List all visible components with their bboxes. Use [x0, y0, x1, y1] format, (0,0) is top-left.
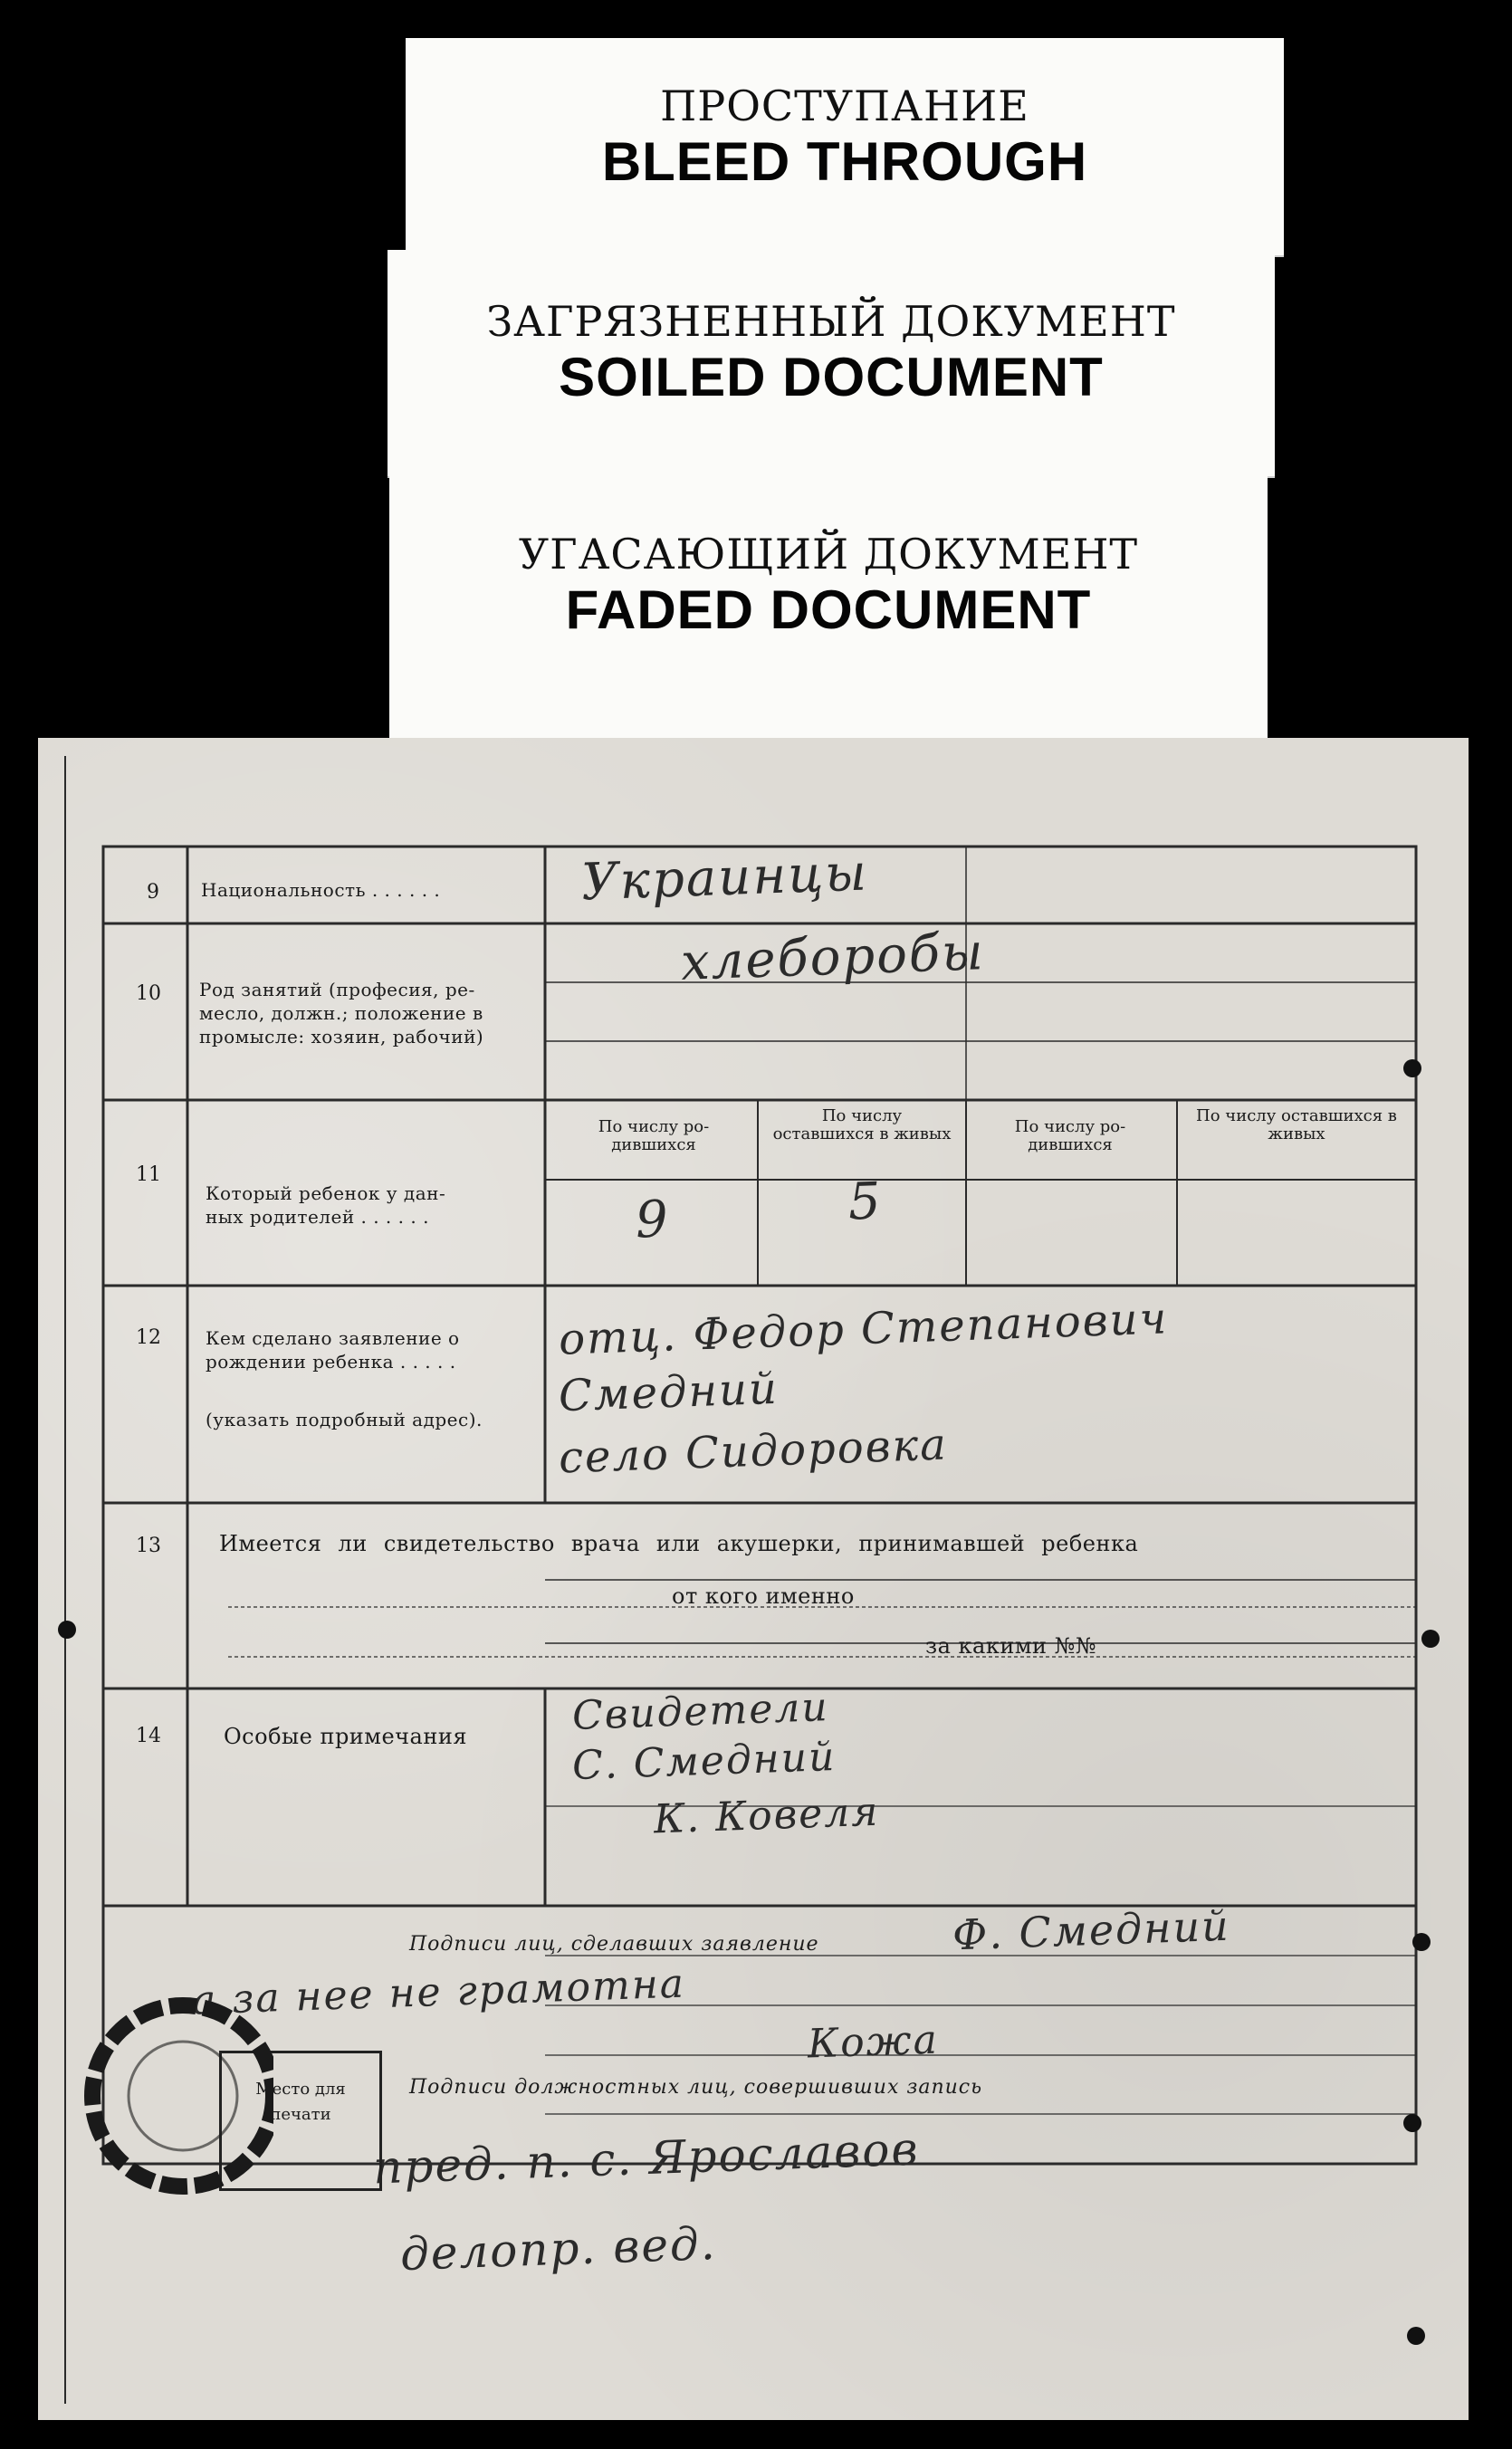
bleed-through-label — [406, 38, 1284, 255]
round-seal — [74, 1987, 273, 2205]
soiled-document-en: SOILED DOCUMENT — [559, 347, 1104, 407]
declarant-value-line3: село Сидоровка — [558, 1419, 949, 1484]
birth-record-sheet — [38, 738, 1469, 2420]
row-13-number: 13 — [136, 1535, 161, 1557]
binding-hole — [58, 1621, 76, 1639]
soiled-document-label — [388, 250, 1275, 476]
bleed-through-ru: ПРОСТУПАНИЕ — [660, 81, 1029, 130]
born-count-value: 9 — [634, 1190, 671, 1250]
child-order-label-line2: ных родителей . . . . . . — [206, 1206, 429, 1228]
child-order-label-line1: Который ребенок у дан- — [206, 1182, 446, 1204]
declarant-value-line2: Смедний — [558, 1363, 780, 1422]
binding-hole — [1421, 1630, 1440, 1648]
binding-hole — [1403, 1059, 1421, 1077]
row-11-number: 11 — [136, 1163, 161, 1186]
row-9-number: 9 — [147, 881, 159, 904]
binding-hole — [1407, 2327, 1425, 2345]
binding-hole — [1403, 2114, 1421, 2132]
stamp-label-line1: Место для — [255, 2080, 346, 2099]
applicant-note: а за нее не грамотна — [191, 1960, 686, 2024]
declarant-value-line1: отц. Федор Степанович — [558, 1293, 1170, 1365]
occupation-label-line3: промысле: хозяин, рабочий) — [199, 1026, 484, 1048]
remarks-label: Особые примечания — [224, 1724, 467, 1749]
applicants-signature-label: Подписи лиц, сделавших заявление — [409, 1933, 819, 1956]
header-born-2: По числу ро- дившихся — [1014, 1117, 1126, 1154]
from-whom-label: от кого именно — [672, 1583, 855, 1609]
remarks-value-line2: С. Смедний — [571, 1733, 837, 1790]
stamp-label-line2: печати — [270, 2105, 331, 2124]
occupation-label-line1: Род занятий (професия, ре- — [199, 979, 475, 1000]
declarant-label-line2: рождении ребенка . . . . . — [206, 1351, 456, 1373]
occupation-label-line2: месло, должн.; положение в — [199, 1002, 483, 1024]
bleed-through-en: BLEED THROUGH — [601, 131, 1088, 192]
applicant-signature-2: Кожа — [807, 2016, 940, 2068]
declarant-label-line3: (указать подробный адрес). — [206, 1409, 483, 1430]
soiled-document-ru: ЗАГРЯЗНЕННЫЙ ДОКУМЕНТ — [486, 297, 1176, 346]
officials-signature-label: Подписи должностных лиц, совершивших запись — [409, 2076, 983, 2099]
occupation-value: хлеборобы — [679, 923, 986, 992]
header-alive-2: По числу оставшихся в живых — [1196, 1106, 1397, 1143]
declarant-label-line1: Кем сделано заявление о — [206, 1327, 460, 1349]
faded-document-ru: УГАСАЮЩИЙ ДОКУМЕНТ — [518, 530, 1139, 579]
remarks-value-line3: К. Ковеля — [653, 1788, 881, 1843]
alive-count-value: 5 — [847, 1172, 884, 1232]
faded-document-en: FADED DOCUMENT — [565, 579, 1092, 640]
header-alive-1: По числу оставшихся в живых — [772, 1106, 952, 1143]
header-born-1: По числу ро- дившихся — [598, 1117, 710, 1154]
faded-document-label — [389, 475, 1268, 738]
numbers-label: за какими №№ — [925, 1633, 1097, 1659]
binding-hole — [1412, 1933, 1431, 1951]
row-14-number: 14 — [136, 1725, 161, 1747]
official-signature-2: делопр. вед. — [399, 2216, 718, 2282]
row-12-number: 12 — [136, 1326, 161, 1349]
applicant-signature: Ф. Смедний — [952, 1900, 1231, 1960]
row-10-number: 10 — [136, 982, 161, 1005]
official-signature-1: пред. п. с. Ярославов — [372, 2122, 921, 2195]
nationality-value: Украинцы — [579, 843, 869, 913]
certificate-question: Имеется ли свидетельство врача или акушерки, принимавшей ребенка — [219, 1531, 1139, 1556]
remarks-value-line1: Свидетели — [571, 1684, 830, 1739]
nationality-label: Национальность . . . . . . — [201, 879, 441, 901]
